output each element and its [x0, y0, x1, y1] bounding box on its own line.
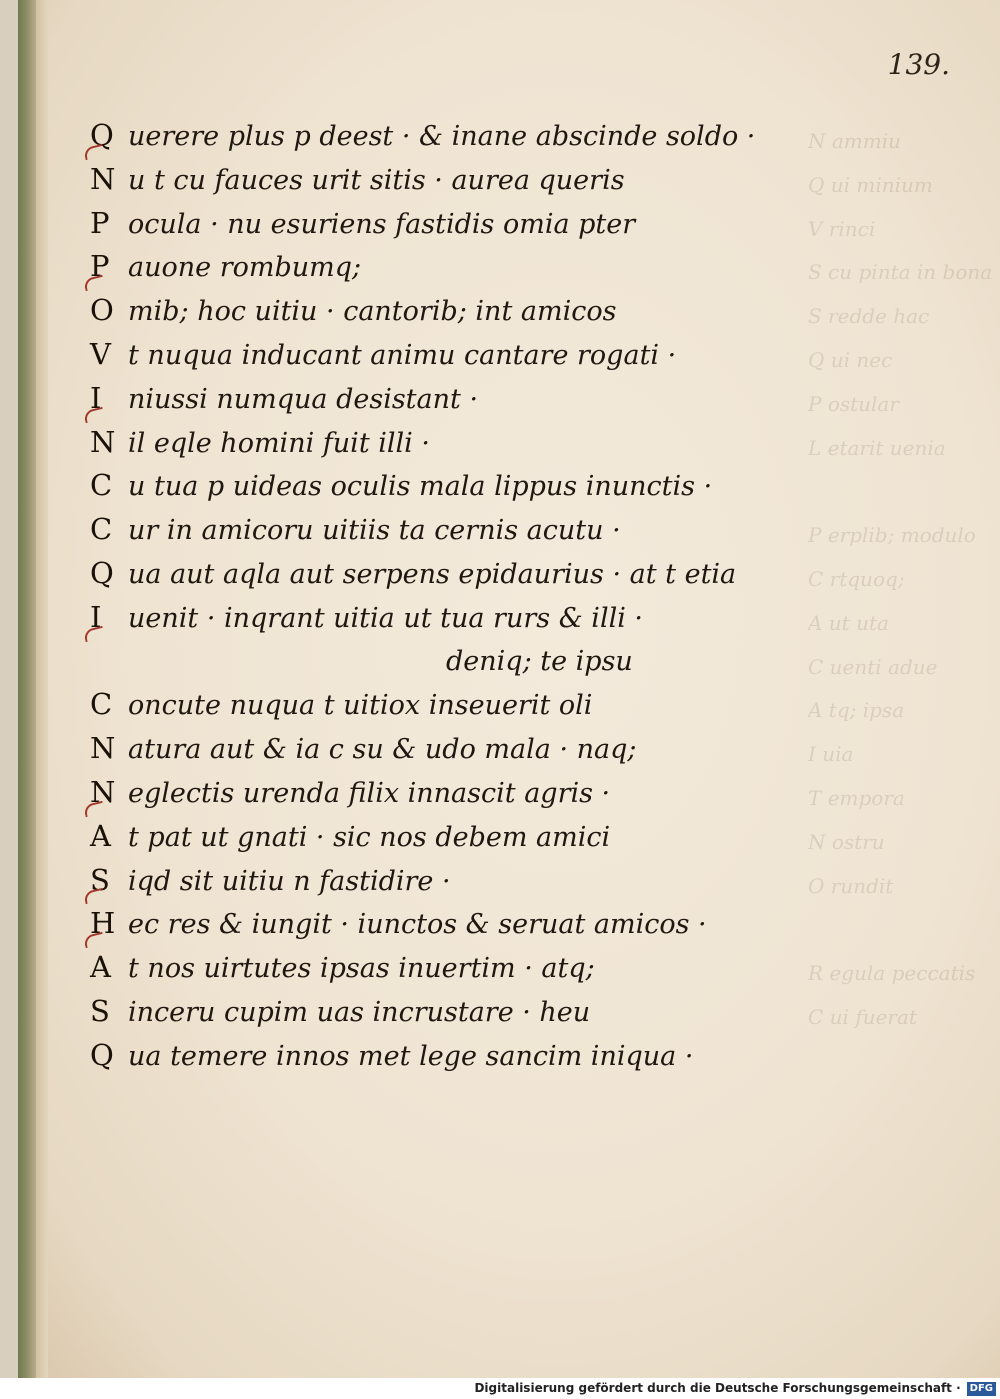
footer-bar [0, 1378, 1000, 1399]
ghost-line: Q ui minium [808, 172, 933, 197]
initial-letter: P [90, 249, 110, 284]
ghost-line: O rundit [808, 873, 894, 898]
verse-line [90, 289, 850, 333]
manuscript-page [18, 0, 1000, 1378]
ghost-line: C uenti adue [808, 654, 938, 679]
verse-text: auone rombumq; [128, 252, 362, 284]
binding-edge [18, 0, 36, 1378]
ghost-line: S cu pinta in bona [808, 260, 993, 285]
verse-text: t nos uirtutes ipsas inuertim · atq; [128, 953, 595, 985]
ghost-line: Q ui nec [808, 347, 893, 372]
initial-letter: O [90, 293, 114, 328]
initial-letter: S [90, 993, 110, 1028]
verse-line [90, 946, 850, 990]
verse-line [90, 815, 850, 859]
verse-text: u tua p uideas oculis mala lippus inunctis · [128, 471, 713, 503]
verse-line [90, 596, 850, 640]
verse-text: iqd sit uitiu n fastidire · [128, 865, 451, 897]
initial-letter: Q [90, 1037, 114, 1072]
verse-text: niussi numqua desistant · [128, 383, 479, 415]
verse-line [90, 202, 850, 246]
verse-text: eglectis urenda filix innascit agris · [128, 777, 611, 809]
rubric-mark [83, 625, 105, 641]
initial-letter: I [90, 380, 102, 415]
verse-line [90, 771, 850, 815]
verse-text: ua aut aqla aut serpens epidaurius · at t etia [128, 558, 737, 590]
ghost-line: S redde hac [808, 304, 930, 329]
initial-letter: N [90, 731, 116, 766]
verse-line [90, 377, 850, 421]
initial-letter: C [90, 512, 113, 547]
funding-credit: Digitalisierung gefördert durch die Deutsche Forschungsgemeinschaft · [474, 1381, 961, 1395]
initial-letter: I [90, 599, 102, 634]
initial-letter: A [90, 818, 111, 853]
verse-line [90, 727, 850, 771]
initial-letter: H [90, 906, 116, 941]
verse-text: t nuqua inducant animu cantare rogati · [128, 339, 677, 371]
verse-line [90, 859, 850, 903]
initial-letter: S [90, 862, 110, 897]
folio-number: 139. [887, 48, 950, 81]
initial-letter: V [90, 336, 111, 371]
ghost-line: P erplib; modulo [808, 523, 976, 548]
verse-line [90, 552, 850, 596]
dfg-logo: DFG [967, 1382, 996, 1396]
verse-text: t pat ut gnati · sic nos debem amici [128, 821, 611, 853]
initial-letter: N [90, 424, 116, 459]
verse-line [90, 421, 850, 465]
verse-line [90, 464, 850, 508]
verse-text: ocula · nu esuriens fastidis omia pter [128, 208, 636, 240]
ghost-line: N ammiu [808, 129, 901, 153]
verse-line [90, 1034, 850, 1078]
ghost-line: C ui fuerat [808, 1004, 917, 1029]
verse-text: ua temere innos met lege sancim iniqua · [128, 1040, 694, 1072]
verse-text: atura aut & ia c su & udo mala · naq; [128, 734, 637, 766]
ghost-line: C rtquoq; [808, 566, 905, 591]
verse-text: uenit · inqrant uitia ut tua rurs & illi · [128, 602, 644, 634]
verse-line [90, 990, 850, 1034]
ghost-line: V rinci [808, 216, 876, 241]
ghost-line: A ut uta [808, 610, 889, 635]
ghost-line: I uia [808, 742, 854, 767]
verse-line [90, 333, 850, 377]
verse-text: ec res & iungit · iunctos & seruat amicos · [128, 909, 707, 941]
ghost-line: R egula peccatis [808, 961, 976, 986]
ghost-line: T empora [808, 785, 905, 810]
verse-line [90, 683, 850, 727]
verse-text: deniq; te ipsu [446, 645, 633, 677]
verse-text: uerere plus p deest · & inane abscinde soldo · [128, 121, 756, 152]
verse-line [90, 114, 850, 158]
verse-line [90, 508, 850, 552]
initial-letter: P [90, 205, 110, 240]
verse-text: ur in amicoru uitiis ta cernis acutu · [128, 515, 621, 547]
ghost-line: P ostular [808, 391, 899, 416]
initial-letter: A [90, 950, 111, 985]
verse-text: mib; hoc uitiu · cantorib; int amicos [128, 296, 617, 328]
verse-line [90, 245, 850, 289]
verse-text: inceru cupim uas incrustare · heu [128, 996, 591, 1028]
initial-letter: C [90, 468, 113, 503]
initial-letter: Q [90, 118, 114, 152]
verse-line [90, 902, 850, 946]
initial-letter: C [90, 687, 113, 722]
initial-letter: Q [90, 555, 114, 590]
initial-letter: N [90, 774, 116, 809]
ghost-line: A tq; ipsa [808, 698, 905, 723]
verse-line [90, 640, 850, 684]
manuscript-text [90, 114, 850, 1078]
verse-text: oncute nuqua t uitiox inseuerit oli [128, 690, 593, 722]
ghost-line: N ostru [808, 829, 885, 854]
initial-letter: N [90, 161, 116, 196]
ghost-line: L etarit uenia [808, 435, 946, 460]
verse-line [90, 158, 850, 202]
verse-text: il eqle homini fuit illi · [128, 427, 430, 459]
verse-text: u t cu fauces urit sitis · aurea queris [128, 164, 625, 196]
